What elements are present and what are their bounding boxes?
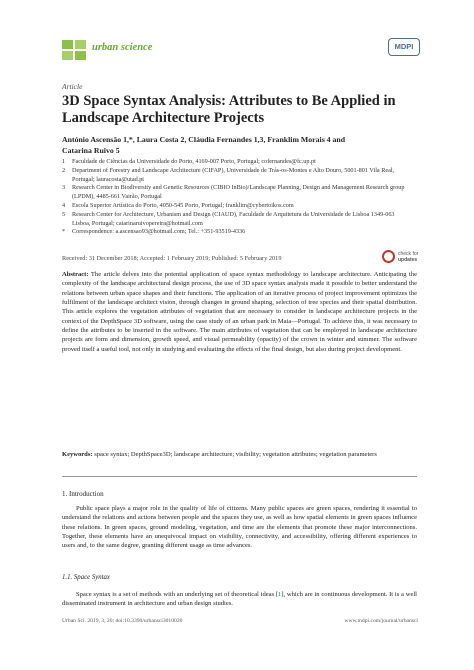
divider — [62, 476, 417, 477]
journal-url[interactable]: www.mdpi.com/journal/urbansci — [344, 618, 418, 624]
body-paragraph: Public space plays a major role in the quality of life of citizens. Many public spaces are green spaces, rendering it essential to understand the relations and actions between people and the spaces they use, as well as how spatial elements in green spaces influence these relations. In green spaces, ground modeling, vegetation, and time are the elements that promote these major interconnections. Together, these elements have an unequivocal impact on visibility, connectivity, and accessibility, offering different experiences to users and, to the same degree, granting different usage as time advances. — [62, 505, 417, 550]
article-type: Article — [62, 82, 83, 91]
affiliation: 5 Research Center for Architecture, Urbanism and Design (CIAUD), Faculdade de Arquitetura da Universidade de Lisboa 1349-063 Lisboa, Portugal; catarinaruivopereira@hotmail.com — [62, 210, 395, 227]
section-heading: 1. Introduction — [62, 490, 104, 498]
publisher-logo: MDPI — [388, 38, 420, 56]
affiliation: 2 Department of Forestry and Landscape Architecture (CIFAP), Universidade de Trás-os-Montes e Alto Douro, 5001-801 Vila Real, Portugal; lauracosta@utad.pt — [62, 166, 395, 183]
journal-logo-icon — [62, 40, 88, 62]
author-line: António Ascensão 1,*, Laura Costa 2, Cláudia Fernandes 1,3, Franklim Morais 4 and — [62, 135, 346, 144]
affiliation-list — [62, 158, 412, 237]
reference-link[interactable]: 1 — [278, 591, 282, 598]
affiliation: 3 Research Center in Biodiversity and Genetic Resources (CIBIO InBio)/Landscape Planning, Design and Management Research group (LPDM), 4485-661 Vairão, Portugal — [62, 184, 405, 201]
author-line: Catarina Ruivo 5 — [62, 146, 120, 155]
abstract-label: Abstract: — [62, 271, 89, 278]
citation-footer: Urban Sci. 2019, 3, 20; doi:10.3390/urbansci3010020 — [62, 618, 183, 624]
publication-dates: Received: 31 December 2018; Accepted: 1 February 2019; Published: 5 February 2019 — [62, 255, 282, 262]
correspondence: * Correspondence: a.ascensao93@hotmail.com; Tel.: +351-93519-4336 — [62, 228, 246, 236]
paper-title: 3D Space Syntax Analysis: Attributes to Be Applied in Landscape Architecture Projects — [62, 93, 396, 126]
affiliation: 4 Escola Superior Artística do Porto, 4050-545 Porto, Portugal; franklim@cybertoikos.com — [62, 201, 294, 209]
body-paragraph: Space syntax is a set of methods with an underlying set of theoretical ideas [1], which are in continuous development. It is a well disseminated instrument in architecture and urban design studies. — [62, 591, 418, 608]
journal-name: urban science — [92, 42, 153, 53]
check-for-updates-button[interactable]: check for updates — [382, 248, 424, 270]
affiliation: 1 Faculdade de Ciências da Universidade do Porto, 4169-007 Porto, Portugal; cofernandes@fc.up.pt — [62, 158, 316, 165]
keywords — [62, 450, 417, 459]
keywords-label: Keywords: — [62, 451, 93, 458]
subsection-heading: 1.1. Space Syntax — [62, 574, 110, 581]
author-list — [62, 134, 412, 156]
check-updates-icon — [382, 250, 395, 263]
abstract — [62, 270, 417, 354]
keywords-text: space syntax; DepthSpace3D; landscape architecture; visibility; vegetation attributes; vegetation parameters — [94, 451, 377, 458]
abstract-text: The article delves into the potential application of space syntax methodology to landscape architecture. Anticipating the complexity of the landscape architectural design process, the use of 3D space syntax analysis made it possible to better understand the relations between urban space shapes and their functions. The application of an iterative process of project improvement optimizes the fulfilment of the landscape architect vision, through changes in ground shaping, selection of tree species and their spatial distribution. This article explores the vegetation attributes of vegetation that are necessary to consider in landscape architecture projects in the context of the DepthSpace 3D software, using the case study of an urban park in Maia—Portugal. To achieve this, it was necessary to define the attributes to be inserted in the software. The main attributes of vegetation that can be employed in landscape architecture projects are form and dimension, growth speed, and visual permeability (opacity) of the crown in winter and summer. The software proved itself a useful tool, not only in studying and evaluating the effects of the final design, but also during project development. — [62, 271, 417, 353]
